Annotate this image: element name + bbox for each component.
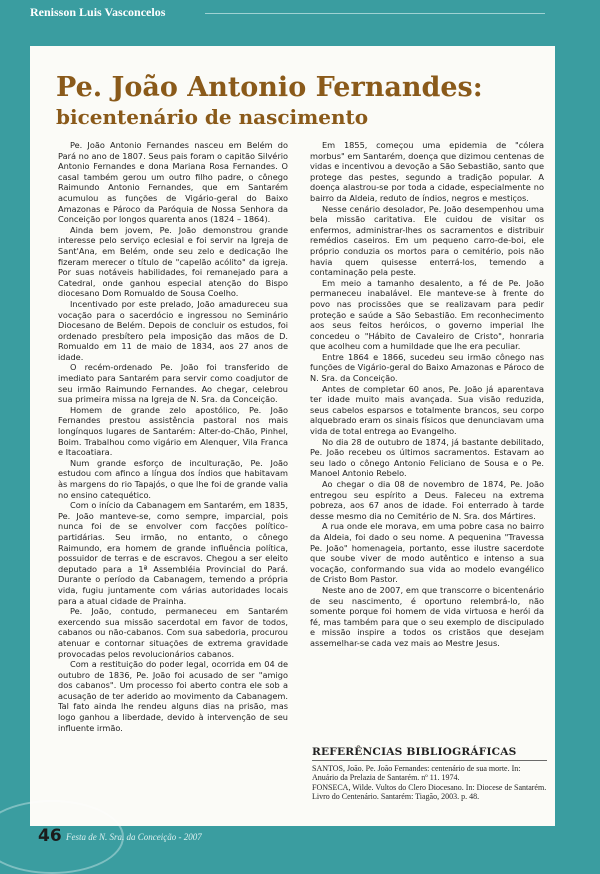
paragraph: Ao chegar o dia 08 de novembro de 1874, Pe. João entregou seu espírito a Deus. Faleceu na extrema pobreza, aos 67 anos de idade. Foi enterrado à tarde desse mesmo dia no Cemitério de N. Sra. dos Mártires. <box>310 479 544 521</box>
references-section <box>312 746 547 802</box>
paragraph: Neste ano de 2007, em que transcorre o bicentenário de seu nascimento, é oportuno relembrá-lo, não somente porque foi homem de vida virtuosa e herói da fé, mas também para que o seu exemplo de discipulado e missão inspire a todos os cristãos que desejam assemelhar-se cada vez mais ao Mestre Jesus. <box>310 584 544 648</box>
reference-item: FONSECA, Wilde. Vultos do Clero Diocesano. In: Diocese de Santarém. Livro do Centenário. Santarém: Tiagão, 2003. p. 48. <box>312 782 547 802</box>
paragraph: Homem de grande zelo apostólico, Pe. João Fernandes prestou assistência pastoral nos mais longínquos lugares de Santarém: Alter-do-Chão, Pinhel, Boim. Trabalhou como vigário em Alenquer, Vila Franca e Itacoatiara. <box>58 404 288 458</box>
paragraph: A rua onde ele morava, em uma pobre casa no bairro da Aldeia, foi dado o seu nome. A pequenina "Travessa Pe. João" homenageia, portanto, esse ilustre sacerdote que soube viver de modo autêntico e intenso a sua vocação, conformando sua vida ao modelo evangélico de Cristo Bom Pastor. <box>310 521 544 585</box>
paragraph: Em 1855, começou uma epidemia de "cólera morbus" em Santarém, doença que dizimou centenas de vidas e incentivou a devoção a São Sebastião, santo que protege das pestes, segundo a tradição popular. A doença alastrou-se por toda a cidade, especialmente no bairro da Aldeia, reduto de índios, negros e mestiços. <box>310 140 544 203</box>
left-column <box>58 140 288 733</box>
paragraph: Entre 1864 e 1866, sucedeu seu irmão cônego nas funções de Vigário-geral do Baixo Amazonas e Pároco de N. Sra. da Conceição. <box>310 351 544 384</box>
paragraph: No dia 28 de outubro de 1874, já bastante debilitado, Pe. João recebeu os últimos sacramentos. Estavam ao seu lado o cônego Antonio Feliciano de Sousa e o Pe. Manoel Antonio Rebelo. <box>310 436 544 479</box>
paragraph: Num grande esforço de inculturação, Pe. João estudou com afinco a língua dos índios que habitavam às margens do rio Tapajós, o que lhe foi de grande valia no ensino catequético. <box>58 457 288 500</box>
paragraph: Em meio a tamanho desalento, a fé de Pe. João permaneceu inabalável. Ele manteve-se à frente do povo nas procissões que se realizavam para pedir proteção e saúde a São Sebastião. Em reconhecimento aos seus feitos heróicos, o governo imperial lhe concedeu o "Hábito de Cavaleiro de Cristo", honraria que acolheu com a humildade que lhe era peculiar. <box>310 277 544 352</box>
article-title: Pe. João Antonio Fernandes: <box>56 72 483 103</box>
paragraph: Pe. João, contudo, permaneceu em Santarém exercendo sua missão sacerdotal em favor de todos, cabanos ou não-cabanos. Com sua sabedoria, procurou atenuar e contornar situações de extrema gravidade provocadas pelos revolucionários cabanos. <box>58 606 288 659</box>
paragraph: Antes de completar 60 anos, Pe. João já aparentava ter idade muito mais avançada. Sua visão reduzida, seus cabelos esparsos e totalmente brancos, seu corpo alquebrado eram os sinais físicos que denunciavam uma vida de total entrega ao Evangelho. <box>310 383 544 437</box>
references-title: REFERÊNCIAS BIBLIOGRÁFICAS <box>312 746 517 758</box>
reference-item: SANTOS, João. Pe. João Fernandes: centenário de sua morte. In: Anuário da Prelazia de Santarém. nº 11. 1974. <box>312 764 521 783</box>
paragraph: Com o início da Cabanagem em Santarém, em 1835, Pe. João manteve-se, como sempre, imparcial, pois nunca foi de se envolver com facções político-partidárias. Seu irmão, no entanto, o cônego Raimundo, era homem de grande influência política, possuidor de terras e de escravos. Chegou a ser eleito deputado para a 1ª Assembléia Provincial do Pará. Durante o período da Cabanagem, temendo a própria vida, fugiu juntamente com várias autoridades locais para a atual cidade de Prainha. <box>58 500 288 606</box>
references-divider <box>312 760 547 761</box>
paragraph: Com a restituição do poder legal, ocorrida em 04 de outubro de 1836, Pe. João foi acusado de ser "amigo dos cabanos". Um processo foi aberto contra ele sob a acusação de ter aderido ao movimento da Cabanagem. Tal fato ainda lhe rendeu alguns dias na prisão, mas logo ganhou a liberdade, devido à intervenção de seu influente irmão. <box>58 659 288 733</box>
paragraph: Nesse cenário desolador, Pe. João desempenhou uma bela missão caritativa. Ele cuidou de visitar os enfermos, administrar-lhes os sacramentos e distribuir remédios caseiros. Em um pequeno carro-de-boi, ele próprio conduzia os mortos para o cemitério, pois não havia quem quisesse enterrá-los, temendo a contaminação pela peste. <box>310 203 544 278</box>
paragraph: Incentivado por este prelado, João amadureceu sua vocação para o sacerdócio e ingressou no Seminário Diocesano de Belém. Depois de concluir os estudos, foi ordenado presbítero pela imposição das mãos de D. Romualdo em 11 de maio de 1834, aos 27 anos de idade. <box>58 298 288 362</box>
author-name: Renisson Luis Vasconcelos <box>30 5 166 19</box>
paragraph: Pe. João Antonio Fernandes nasceu em Belém do Pará no ano de 1807. Seus pais foram o capitão Silvério Antonio Fernandes e dona Mariana Rosa Fernandes. O casal também gerou um outro filho padre, o cônego Raimundo Antonio Fernandes, que em Santarém acumulou as funções de Vigário-geral do Baixo Amazonas e Pároco da Paróquia de Nossa Senhora da Conceição por longos quarenta anos (1824 – 1864). <box>58 140 288 225</box>
page-number: 46 <box>38 826 62 846</box>
article-subtitle: bicentenário de nascimento <box>56 105 369 129</box>
header-divider <box>205 13 545 14</box>
paragraph: O recém-ordenado Pe. João foi transferido de imediato para Santarém para servir como coadjutor de seu irmão Raimundo Fernandes. Ao chegar, celebrou sua primeira missa na Igreja de N. Sra. da Conceição. <box>58 362 288 405</box>
paragraph: Ainda bem jovem, Pe. João demonstrou grande interesse pelo serviço eclesial e foi servir na Igreja de Sant'Ana, em Belém, onde seu zelo e dedicação lhe fizeram merecer o título de "capelão acólito" da igreja. Por suas notáveis habilidades, foi remanejado para a Catedral, onde ganhou especial atenção do Bispo diocesano Dom Romualdo de Sousa Coelho. <box>58 224 288 299</box>
publication-name: Festa de N. Sra. da Conceição - 2007 <box>66 832 202 842</box>
right-column <box>310 140 544 649</box>
